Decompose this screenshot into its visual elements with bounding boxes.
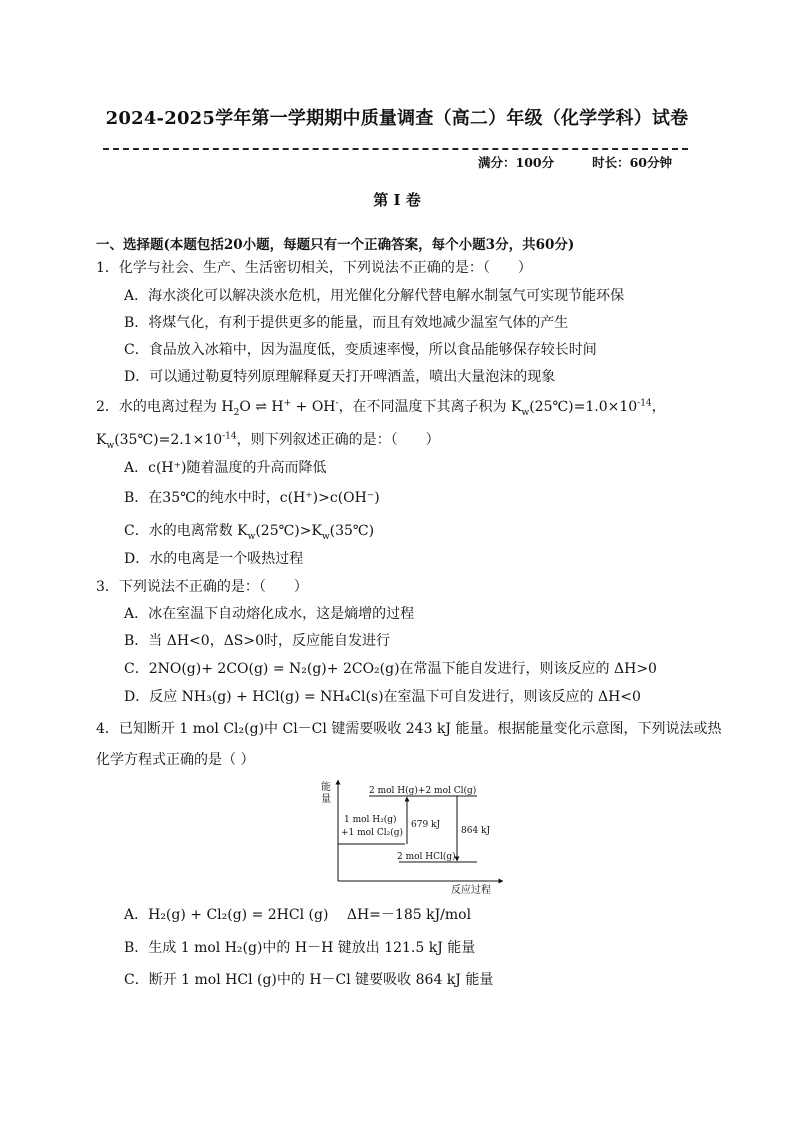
question-1-option-c: C．食品放入冰箱中，因为温度低，变质速率慢，所以食品能够保存较长时间 <box>124 342 597 358</box>
question-3-option-d: D．反应 NH₃(g) + HCl(g) = NH₄Cl(s)在室温下可自发进行，则该反应的 ΔH<0 <box>124 689 641 705</box>
question-2-option-b: B．在35℃的纯水中时，c(H⁺)>c(OH⁻) <box>124 490 380 506</box>
exam-title: 2024-2025学年第一学期期中质量调查（高二）年级（化学学科）试卷 <box>105 108 689 129</box>
level-mid-label-2: +1 mol Cl₂(g) <box>341 828 403 838</box>
question-3-option-b: B．当 ΔH<0，ΔS>0时，反应能自发进行 <box>124 633 391 649</box>
y-axis-label-1: 能 <box>321 782 331 793</box>
full-score: 满分：100分 <box>478 155 555 170</box>
energy-679-label: 679 kJ <box>411 820 441 830</box>
duration: 时长：60分钟 <box>592 155 672 170</box>
section-heading: 一、选择题(本题包括20小题，每题只有一个正确答案，每个小题3分，共60分) <box>96 237 575 253</box>
y-axis-label-2: 量 <box>321 794 331 805</box>
question-1-stem: 1．化学与社会、生产、生活密切相关，下列说法不正确的是：（ ） <box>96 260 532 276</box>
question-2-option-c: C．水的电离常数 $K_w(25℃)>K_w(35℃)$ <box>124 523 375 542</box>
energy-864-label: 864 kJ <box>461 826 491 836</box>
question-4-option-c: C．断开 1 mol HCl (g)中的 H－Cl 键要吸收 864 kJ 能量 <box>124 972 494 988</box>
level-mid-label-1: 1 mol H₂(g) <box>344 815 397 825</box>
energy-level-diagram <box>305 778 505 900</box>
question-4-stem-line-2: 化学方程式正确的是（ ） <box>96 752 255 768</box>
volume-heading: 第 I 卷 <box>373 191 421 209</box>
question-4-option-b: B．生成 1 mol H₂(g)中的 H－H 键放出 121.5 kJ 能量 <box>124 940 476 956</box>
question-1-option-b: B．将煤气化，有利于提供更多的能量，而且有效地减少温室气体的产生 <box>124 315 569 331</box>
question-2-stem: 2．水的电离过程为 $H_2O$ ⇌ H+ + OH-，在不同温度下其离子积为 $K_w(25℃)=1.0\times 10^{-14}$， <box>96 398 666 418</box>
question-1-option-a: A．海水淡化可以解决淡水危机，用光催化分解代替电解水制氢气可实现节能环保 <box>124 288 625 304</box>
question-2-stem-line-2: $K_w(35℃)=2.1\times 10^{-14}$，则下列叙述正确的是：（ ） <box>96 431 440 451</box>
question-3-stem: 3．下列说法不正确的是：（ ） <box>96 579 308 595</box>
level-top-label: 2 mol H(g)+2 mol Cl(g) <box>369 786 477 796</box>
level-bottom-label: 2 mol HCl(g) <box>397 852 456 862</box>
x-axis-label: 反应过程 <box>451 885 491 896</box>
exam-meta <box>478 153 672 171</box>
question-2-option-a: A．c(H⁺)随着温度的升高而降低 <box>124 460 327 476</box>
question-3-option-a: A．冰在室温下自动熔化成水，这是熵增的过程 <box>124 606 415 622</box>
question-4-stem: 4．已知断开 1 mol Cl₂(g)中 Cl－Cl 键需要吸收 243 kJ 能量。根据能量变化示意图，下列说法或热 <box>96 721 722 737</box>
question-1-option-d: D．可以通过勒夏特列原理解释夏天打开啤酒盖，喷出大量泡沫的现象 <box>124 369 556 385</box>
question-4-option-a: A．H₂(g) + Cl₂(g) = 2HCl (g) ΔH=－185 kJ/mol <box>124 907 472 923</box>
question-3-option-c: C．2NO(g)+ 2CO(g) = N₂(g)+ 2CO₂(g)在常温下能自发进行，则该反应的 ΔH>0 <box>124 661 657 677</box>
question-2-option-d: D．水的电离是一个吸热过程 <box>124 551 304 567</box>
header-divider <box>103 148 688 150</box>
